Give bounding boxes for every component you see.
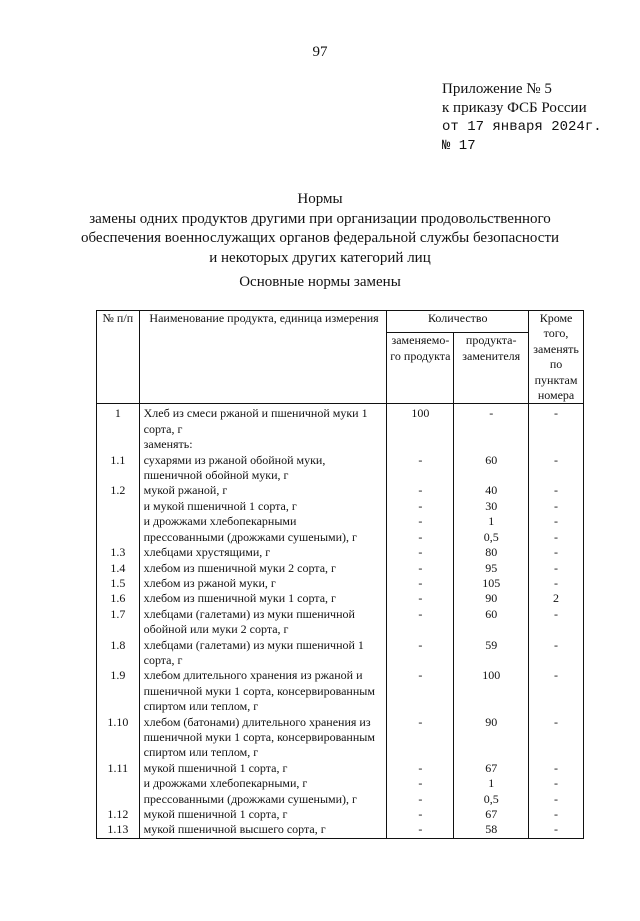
row-except: - [529, 576, 584, 591]
row-except: - [529, 404, 584, 437]
table-row [97, 607, 584, 638]
table-row [97, 499, 584, 514]
row-except: - [529, 792, 584, 807]
row-name: заменять: [139, 437, 387, 452]
row-replacer: 1 [454, 776, 529, 791]
row-except: - [529, 483, 584, 498]
row-name: сухарями из ржаной обойной муки, пшеничной обойной муки, г [139, 453, 387, 484]
row-replaced: - [387, 715, 454, 761]
row-name: хлебцами (галетами) из муки пшеничной обойной или муки 2 сорта, г [139, 607, 387, 638]
row-replacer: 1 [454, 514, 529, 529]
page-number: 97 [312, 44, 328, 60]
row-num: 1 [97, 404, 140, 437]
row-replacer: 30 [454, 499, 529, 514]
row-replacer: 105 [454, 576, 529, 591]
appendix-line-2: к приказу ФСБ России [442, 100, 587, 116]
row-replaced: 100 [387, 404, 454, 437]
row-num: 1.8 [97, 638, 140, 669]
table-body [97, 404, 584, 838]
row-replaced: - [387, 576, 454, 591]
row-num: 1.9 [97, 668, 140, 714]
row-num [97, 792, 140, 807]
row-name: хлебцами хрустящими, г [139, 545, 387, 560]
row-num: 1.5 [97, 576, 140, 591]
row-replaced: - [387, 638, 454, 669]
row-replacer: 90 [454, 715, 529, 761]
row-except [529, 437, 584, 452]
row-replaced: - [387, 761, 454, 776]
row-replacer: 0,5 [454, 792, 529, 807]
row-except: - [529, 807, 584, 822]
row-replacer: 40 [454, 483, 529, 498]
row-num [97, 776, 140, 791]
table-row [97, 668, 584, 714]
row-replacer: 60 [454, 453, 529, 484]
row-except: - [529, 530, 584, 545]
row-num: 1.1 [97, 453, 140, 484]
table-row [97, 561, 584, 576]
section-title: Основные нормы замены [239, 274, 401, 290]
table-header-row [97, 311, 584, 333]
row-name: мукой пшеничной 1 сорта, г [139, 761, 387, 776]
row-except: - [529, 761, 584, 776]
row-name: прессованными (дрожжами сушеными), г [139, 530, 387, 545]
row-name: и дрожжами хлебопекарными [139, 514, 387, 529]
row-replacer: 60 [454, 607, 529, 638]
table-row [97, 638, 584, 669]
header-replacer: продукта-заменителя [454, 333, 529, 404]
row-num: 1.10 [97, 715, 140, 761]
title-line-3: обеспечения военнослужащих органов федеральной службы безопасности [80, 230, 560, 246]
appendix-line-1: Приложение № 5 [442, 81, 552, 97]
table-row [97, 576, 584, 591]
row-replaced: - [387, 822, 454, 838]
row-replaced: - [387, 545, 454, 560]
appendix-line-3: от 17 января 2024г. [442, 119, 602, 135]
table-row [97, 514, 584, 529]
row-replaced: - [387, 483, 454, 498]
row-name: хлебом из ржаной муки, г [139, 576, 387, 591]
row-num [97, 437, 140, 452]
header-except: Кроме того, заменять по пунктам номера [529, 311, 584, 404]
row-replaced [387, 437, 454, 452]
table-row [97, 545, 584, 560]
row-name: мукой пшеничной высшего сорта, г [139, 822, 387, 838]
row-num: 1.12 [97, 807, 140, 822]
title-line-1: Нормы [297, 191, 343, 207]
row-replaced: - [387, 561, 454, 576]
row-replacer: 0,5 [454, 530, 529, 545]
row-replacer: 67 [454, 807, 529, 822]
row-num [97, 514, 140, 529]
header-replaced: заменяемо-го продукта [387, 333, 454, 404]
row-name: хлебом (батонами) длительного хранения из пшеничной муки 1 сорта, консервированным спиртом или теплом, г [139, 715, 387, 761]
row-name: прессованными (дрожжами сушеными), г [139, 792, 387, 807]
row-name: хлебцами (галетами) из муки пшеничной 1 сорта, г [139, 638, 387, 669]
row-except: - [529, 638, 584, 669]
table-row [97, 483, 584, 498]
row-replaced: - [387, 499, 454, 514]
row-except: - [529, 453, 584, 484]
row-except: - [529, 545, 584, 560]
row-num: 1.2 [97, 483, 140, 498]
header-num: № п/п [97, 311, 140, 404]
table-row [97, 761, 584, 776]
row-name: и дрожжами хлебопекарными, г [139, 776, 387, 791]
row-num: 1.13 [97, 822, 140, 838]
row-except: - [529, 607, 584, 638]
row-num: 1.11 [97, 761, 140, 776]
table-row [97, 404, 584, 437]
table-row [97, 776, 584, 791]
row-replacer: 95 [454, 561, 529, 576]
row-replacer: 59 [454, 638, 529, 669]
document-title [0, 190, 640, 268]
row-replaced: - [387, 668, 454, 714]
table-row [97, 792, 584, 807]
header-quantity: Количество [387, 311, 529, 333]
row-replaced: - [387, 607, 454, 638]
row-except: - [529, 776, 584, 791]
table-row [97, 530, 584, 545]
row-replaced: - [387, 776, 454, 791]
row-replaced: - [387, 514, 454, 529]
row-name: мукой ржаной, г [139, 483, 387, 498]
row-replacer: 67 [454, 761, 529, 776]
row-replacer: 80 [454, 545, 529, 560]
row-name: хлебом длительного хранения из ржаной и пшеничной муки 1 сорта, консервированным спиртом или теплом, г [139, 668, 387, 714]
header-name: Наименование продукта, единица измерения [139, 311, 387, 404]
row-except: - [529, 561, 584, 576]
row-except: - [529, 822, 584, 838]
table-row [97, 807, 584, 822]
row-num: 1.7 [97, 607, 140, 638]
row-except: 2 [529, 591, 584, 606]
row-num [97, 530, 140, 545]
row-replacer: 100 [454, 668, 529, 714]
title-line-2: замены одних продуктов другими при организации продовольственного [89, 210, 551, 227]
row-replaced: - [387, 807, 454, 822]
row-replaced: - [387, 792, 454, 807]
row-except: - [529, 514, 584, 529]
row-replaced: - [387, 453, 454, 484]
row-name: Хлеб из смеси ржаной и пшеничной муки 1 сорта, г [139, 404, 387, 437]
row-except: - [529, 715, 584, 761]
appendix-block [442, 80, 602, 156]
norms-table [96, 310, 584, 839]
row-name: хлебом из пшеничной муки 2 сорта, г [139, 561, 387, 576]
table-row [97, 437, 584, 452]
row-name: мукой пшеничной 1 сорта, г [139, 807, 387, 822]
table-row [97, 822, 584, 838]
row-except: - [529, 668, 584, 714]
row-replaced: - [387, 591, 454, 606]
title-line-4: и некоторых других категорий лиц [209, 249, 431, 266]
row-replacer: 90 [454, 591, 529, 606]
row-replaced: - [387, 530, 454, 545]
row-replacer: 58 [454, 822, 529, 838]
row-num: 1.4 [97, 561, 140, 576]
row-replacer: - [454, 404, 529, 437]
table-row [97, 591, 584, 606]
row-replacer [454, 437, 529, 452]
row-num: 1.6 [97, 591, 140, 606]
row-name: и мукой пшеничной 1 сорта, г [139, 499, 387, 514]
row-num: 1.3 [97, 545, 140, 560]
appendix-line-4: № 17 [442, 138, 476, 154]
row-except: - [529, 499, 584, 514]
row-name: хлебом из пшеничной муки 1 сорта, г [139, 591, 387, 606]
table-row [97, 715, 584, 761]
row-num [97, 499, 140, 514]
table-row [97, 453, 584, 484]
